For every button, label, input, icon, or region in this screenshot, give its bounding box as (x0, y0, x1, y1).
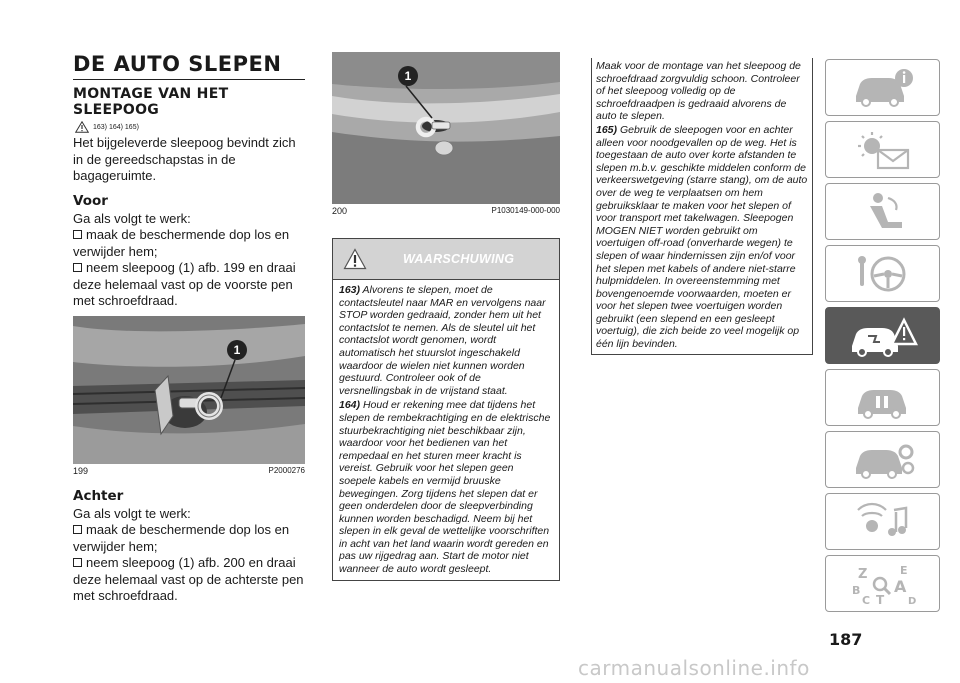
rear-bumper-illustration (332, 52, 560, 204)
front-bullet-2-text: neem sleepoog (1) afb. 199 en draai deze helemaal vast op de voorste pen met schroefdraad. (73, 260, 296, 308)
front-bumper-illustration (73, 316, 305, 464)
front-tow-hook-photo (73, 316, 305, 464)
figure-number: 200 (332, 206, 348, 216)
warning-item-163 (339, 284, 553, 397)
index-letter-b: B (851, 583, 860, 597)
figure-callout-1: 1 (227, 340, 247, 360)
figure-199 (73, 316, 305, 476)
warning-title: WAARSCHUWING (403, 252, 515, 266)
warning-triangle-icon (75, 121, 89, 133)
index-letter-t: T (875, 592, 884, 606)
warning-ref: 163) (339, 284, 361, 296)
rear-bullet-2-text: neem sleepoog (1) afb. 200 en draai deze helemaal vast op de achterste pen met schroefdraad. (73, 555, 304, 603)
rear-lead: Ga als volgt te werk: (73, 505, 191, 521)
middle-column (332, 52, 560, 581)
index-icon (848, 562, 918, 606)
rear-bullet-1 (73, 522, 305, 555)
chapter-tab-index[interactable] (825, 555, 940, 612)
chapter-tab-safety[interactable] (825, 183, 940, 240)
chapter-tab-warning-lights[interactable] (825, 121, 940, 178)
warning-triangle-icon (343, 248, 367, 270)
figure-caption (332, 206, 560, 216)
index-letter-d: D (907, 595, 916, 606)
maintenance-car-icon (848, 376, 918, 420)
emergency-car-icon (848, 314, 918, 358)
index-letter-e: E (899, 563, 908, 577)
checkbox-bullet-icon (73, 263, 82, 272)
warning-item-165 (596, 124, 808, 351)
right-column-warning-continued (591, 58, 813, 355)
subsection-title-line1: MONTAGE VAN HET (73, 86, 229, 102)
warning-ref: 165) (596, 123, 618, 136)
rear-bullet-1-text: maak de beschermende dop los en verwijder hem; (73, 522, 290, 554)
figure-code: P2000276 (268, 465, 305, 475)
figure-200 (332, 52, 560, 216)
intro-paragraph: Het bijgeleverde sleepoog bevindt zich in de gereedschapstas in de bagageruimte. (73, 135, 296, 183)
watermark: carmanualsonline.info (578, 656, 810, 680)
figure-code: P1030149-000-000 (491, 206, 560, 215)
checkbox-bullet-icon (73, 558, 82, 567)
front-heading: Voor (73, 192, 108, 209)
figure-number: 199 (73, 465, 89, 476)
warning-lights-icon (848, 128, 918, 172)
page-number: 187 (829, 630, 863, 649)
multimedia-icon (848, 500, 918, 544)
rear-bullet-2 (73, 555, 305, 605)
left-column (73, 52, 305, 605)
warning-body (333, 280, 559, 580)
warning-text: Gebruik de sleepogen voor en achter alleen voor noodgevallen op de weg. Het is toegestaan de auto over korte afstanden te slepen m.b.v. geschikte middelen conform de verkeerswetgeving (starre stang), om de auto over de weg te verplaatsen om hem gebruiksklaar te maken voor het slepen of voor transport met takelwagen. Sleepogen MOGEN NIET worden gebruikt om voertuigen off-road (onverharde wegen) te slepen of waar hindernissen zijn en/of voor het slepen met kabels of andere niet-starre hulpmiddelen. In overeenstemming met bovengenoemde voorwaarden, moeten er voor het slepen twee voertuigen worden gebruikt (een slepend en een gesleept voertuig), die zich beide zo veel mogelijk op één lijn bevinden. (596, 123, 808, 351)
figure-callout-1: 1 (398, 66, 418, 86)
warning-header (333, 239, 559, 280)
front-bullet-1 (73, 227, 305, 260)
warning-text: Houd er rekening mee dat tijdens het slepen de rembekrachtiging en de elektrische stuurbekrachtiging niet beschikbaar zijn, waardoor voor het bedienen van het rempedaal en het sturen meer kracht is vereist. Gebruik voor het slepen geen soepele kabels en vermijd bruuske bewegingen. Zorg tijdens het slepen dat er geen onderdelen door de sleepverbinding kunnen worden beschadigd. Neem bij het slepen in elk geval de wettelijke voorschriften in acht van het land waarin wordt gereden en pas uw rijgedrag aan. Start de motor niet wanneer de auto wordt gesleept. (339, 399, 551, 576)
chapter-tab-maintenance[interactable] (825, 369, 940, 426)
index-letter-c: C (861, 593, 870, 606)
rear-heading: Achter (73, 487, 124, 504)
rear-tow-hook-photo (332, 52, 560, 204)
chapter-tab-car-info[interactable] (825, 59, 940, 116)
figure-caption (73, 466, 305, 476)
chapter-tab-technical-data[interactable] (825, 431, 940, 488)
steering-wheel-icon (848, 252, 918, 296)
chapter-tab-starting-driving[interactable] (825, 245, 940, 302)
checkbox-bullet-icon (73, 525, 82, 534)
warning-continued-text: Maak voor de montage van het sleepoog de schroefdraad zorgvuldig schoon. Controleer of het sleepoog volledig op de schroefdraadpen is gedraaid alvorens de auto te slepen. (596, 60, 801, 123)
warning-box (332, 238, 560, 581)
chapter-tab-emergency[interactable] (825, 307, 940, 364)
index-letter-z: Z (857, 566, 867, 582)
chapter-tab-multimedia[interactable] (825, 493, 940, 550)
checkbox-bullet-icon (73, 230, 82, 239)
warning-ref: 164) (339, 399, 361, 412)
subsection-title-line2: SLEEPOOG (73, 102, 160, 118)
front-bullet-1-text: maak de beschermende dop los en verwijder hem; (73, 227, 290, 259)
car-info-icon (848, 66, 918, 110)
technical-data-icon (848, 438, 918, 482)
warning-item-164 (339, 399, 553, 575)
front-lead: Ga als volgt te werk: (73, 210, 191, 226)
title-rule (73, 79, 305, 80)
front-bullet-2 (73, 260, 305, 310)
index-letter-a: A (893, 576, 906, 596)
warning-refs (75, 121, 305, 133)
warning-text: Alvorens te slepen, moet de contactsleutel naar MAR en vervolgens naar STOP worden gedraaid, zonder hem uit het contactslot te nemen. Als de sleutel uit het contactslot wordt genomen, wordt automatisch het stuurslot ingeschakeld waardoor de wielen niet kunnen worden gestuurd. Controleer ook of de versnellingsbak in de vrijstand staat. (339, 284, 546, 397)
seat-airbag-icon (848, 190, 918, 234)
warning-refs-text: 163) 164) 165) (93, 123, 139, 131)
section-title: DE AUTO SLEPEN (73, 52, 282, 76)
chapter-sidebar (825, 59, 940, 617)
